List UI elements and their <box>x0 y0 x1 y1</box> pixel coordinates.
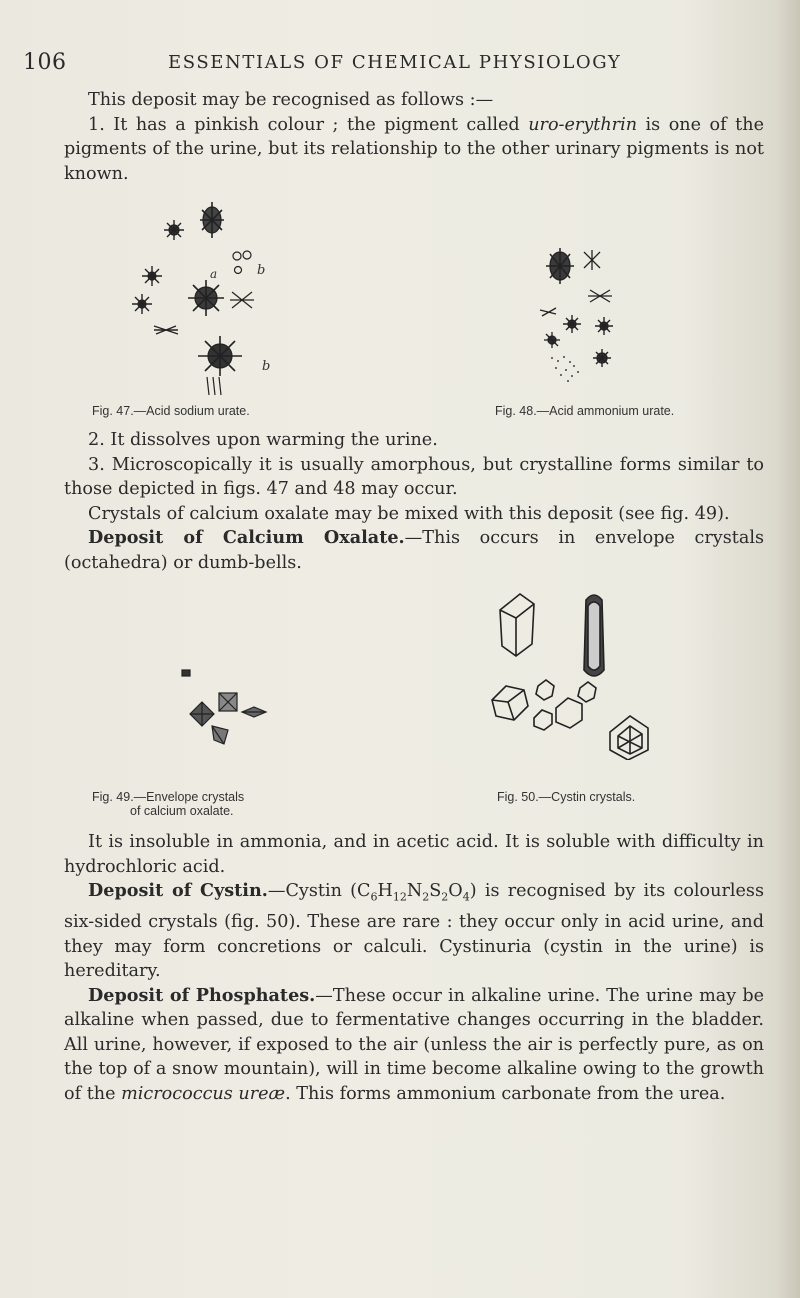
phosphates-heading: Deposit of Phosphates. <box>88 984 316 1006</box>
fig-50-caption: Fig. 50.—Cystin crystals. <box>497 790 636 804</box>
fig-49-calcium-oxalate-illustration <box>180 668 330 758</box>
fig-50-cystin-crystals-illustration <box>490 590 660 760</box>
item-2: 2. It dissolves upon warming the urine. <box>88 430 438 450</box>
calcium-oxalate-heading: Deposit of Calcium Oxalate. <box>88 527 405 548</box>
page-header <box>0 50 800 80</box>
cystin-heading: Deposit of Cystin. <box>88 880 268 901</box>
solubility-paragraph: It is insoluble in ammonia, and in acetic acid. It is soluble with difficulty in hydrochloric acid. <box>64 832 764 877</box>
calcium-oxalate-paragraph: Deposit of Calcium Oxalate.—This occurs in envelope crystals (octahedra) or dumb-bells. <box>64 527 764 573</box>
fig-48-caption: Fig. 48.—Acid ammonium urate. <box>495 404 675 418</box>
fig-47-label-b-lower: b <box>262 359 271 374</box>
fig-47-acid-sodium-urate-illustration <box>130 198 330 398</box>
intro-line: This deposit may be recognised as follows :— <box>88 90 494 110</box>
fig-47-caption: Fig. 47.—Acid sodium urate. <box>92 404 250 418</box>
item-3: 3. Microscopically it is usually amorphous, but crystalline forms similar to those depicted in figs. 47 and 48 may occur. <box>64 454 764 499</box>
page-number: 106 <box>23 50 67 75</box>
lower-block <box>64 830 764 1106</box>
intro-block <box>64 88 764 186</box>
fig-49-caption-line-2: of calcium oxalate. <box>130 804 234 818</box>
cystin-paragraph: Deposit of Cystin.—Cystin $(C_6H_{12}N_2S_2O_4)$ is recognised by its colourless six-sided crystals (fig. 50). These are rare : they occur only in acid urine, and they may form concretions or calculi. Cystinuria (cystin in the urine) is hereditary. <box>64 880 764 982</box>
running-title: ESSENTIALS OF CHEMICAL PHYSIOLOGY <box>168 52 622 73</box>
uro-erythrin-term: uro-erythrin <box>528 114 638 135</box>
item-1: 1. It has a pinkish colour ; the pigment called uro-erythrin is one of the pigments of the urine, but its relationship to the other urinary pigments is not known. <box>64 114 764 184</box>
fig-48-acid-ammonium-urate-illustration <box>520 240 660 400</box>
micrococcus-term: micrococcus ureæ <box>121 1083 286 1104</box>
middle-block <box>64 428 764 575</box>
fig-47-label-a: a <box>210 267 218 281</box>
phosphates-paragraph: Deposit of Phosphates.—These occur in alkaline urine. The urine may be alkaline when passed, due to fermentative changes occurring in the bladder. All urine, however, if exposed to the air (unless the air is perfectly pure, as on the top of a snow mountain), will in time become alkaline owing to the growth of the micrococcus ureæ. This forms ammonium carbonate from the urea. <box>64 984 764 1104</box>
fig-47-label-b-upper: b <box>257 263 266 278</box>
oxalate-mix-paragraph: Crystals of calcium oxalate may be mixed with this deposit (see fig. 49). <box>88 503 730 524</box>
fig-49-caption <box>92 790 244 818</box>
fig-49-caption-line-1: Fig. 49.—Envelope crystals <box>92 790 245 804</box>
